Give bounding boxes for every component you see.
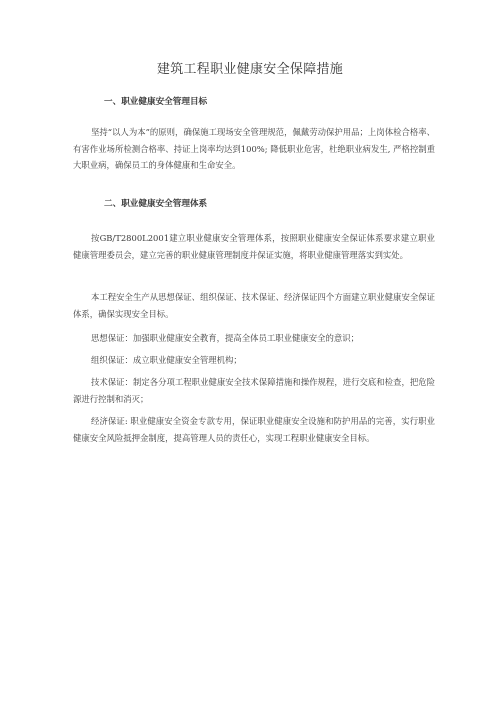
paragraph-system-intro: 按GB/T2800L2001建立职业健康安全管理体系，按照职业健康安全保证体系要求建立职业健康管理委员会，建立完善的职业健康管理制度并保证实施，将职业健康管理落实到实处。 [73,233,435,260]
section-heading-system: 二、职业健康安全管理体系 [104,199,208,209]
paragraph-organizational-guarantee: 组织保证：成立职业健康安全管理机构； [91,355,242,365]
section-heading-goals: 一、职业健康安全管理目标 [104,97,208,107]
paragraph-economic-guarantee: 经济保证: 职业健康安全资金专款专用，保证职业健康安全设施和防护用品的完善，实行职业健康安全风险抵押金制度，提高管理人员的责任心，实现工程职业健康安全目标。 [73,416,435,443]
paragraph-technical-guarantee: 技术保证：制定各分项工程职业健康安全技术保障措施和操作规程，进行交底和检查，把危险源进行控制和消灭； [73,377,435,404]
document-title: 建筑工程职业健康安全保障措施 [156,62,344,77]
paragraph-ideological-guarantee: 思想保证：加强职业健康安全教育，提高全体员工职业健康安全的意识； [91,333,359,343]
paragraph-goals: 坚持“以人为本”的原则，确保施工现场安全管理规范，佩戴劳动保护用品；上岗体检合格率、有害作业场所检测合格率、持证上岗率均达到100%; 降低职业危害，杜绝职业病发生, 严格控制重大职业病，确保员工的身体健康和生命安全。 [73,127,435,171]
paragraph-four-guarantees: 本工程安全生产从思想保证、组织保证、技术保证、经济保证四个方面建立职业健康安全保证体系，确保实现安全目标。 [73,292,435,319]
